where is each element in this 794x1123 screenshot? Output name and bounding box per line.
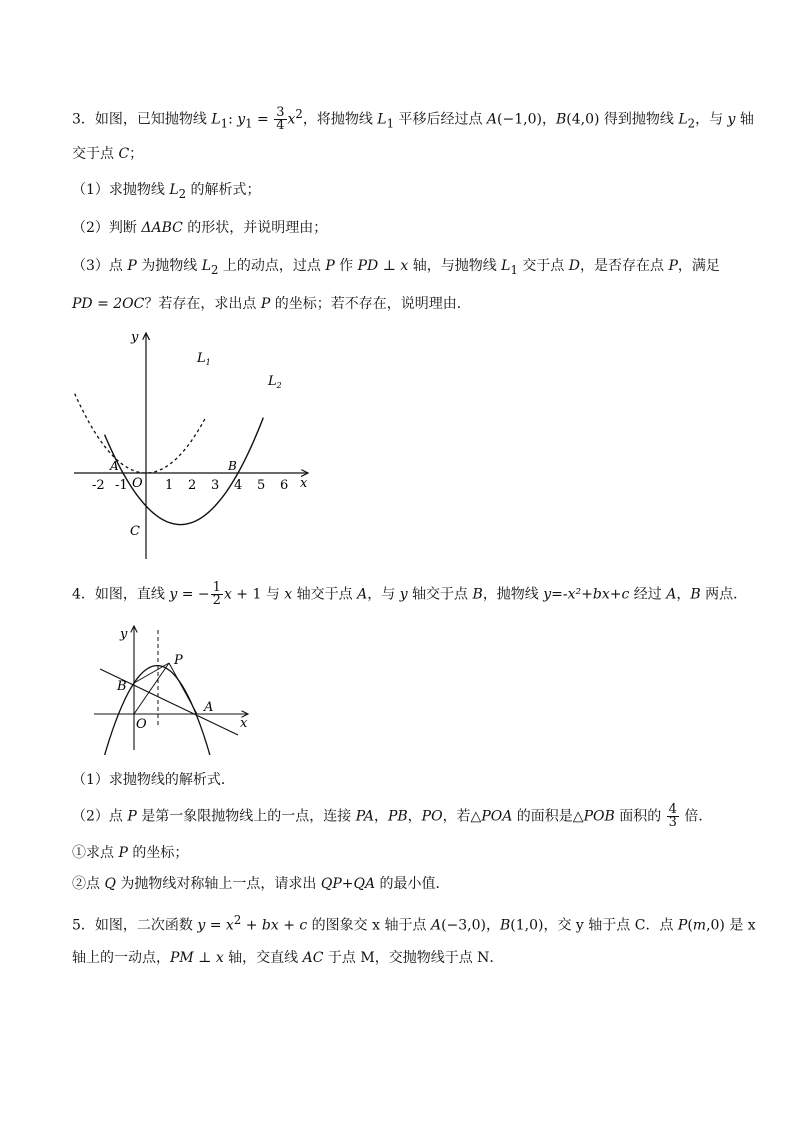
l1-label: $L_1$ bbox=[197, 351, 211, 367]
point-b-label: B bbox=[228, 459, 237, 473]
parabola-l2 bbox=[105, 418, 264, 525]
point-c-label: C bbox=[130, 524, 140, 539]
problem5-line2: 轴上的一动点，PM ⊥ x 轴，交直线 AC 于点 M，交抛物线于点 N． bbox=[72, 950, 504, 966]
problem3-question1: （1）求抛物线 $L_2$ 的解析式； bbox=[72, 182, 261, 201]
problem3-question3-line2: PD = 2OC？若存在，求出点 P 的坐标；若不存在，说明理由． bbox=[72, 296, 471, 312]
fraction-3-4: $\frac{3}{4}$ bbox=[276, 105, 285, 134]
x-tick-label: 6 bbox=[280, 478, 289, 493]
problem4-line1: 4．如图，直线 y = − $\frac{1}{2}$ x + 1 与 x 轴交于点 A，与 y 轴交于点 B，抛物线 y=-x²+bx+c 经过 A，B 两点． bbox=[72, 580, 748, 608]
problem3-question2: （2）判断 ΔABC 的形状，并说明理由； bbox=[72, 220, 328, 236]
parabola-l1 bbox=[75, 394, 206, 473]
point-b-label: B bbox=[117, 679, 127, 694]
fraction-4-3: $\frac{4}{3}$ bbox=[668, 802, 677, 830]
segment-po bbox=[134, 663, 169, 714]
problem4-subquestion2: ②点 Q 为抛物线对称轴上一点，请求出 QP+QA 的最小值． bbox=[72, 876, 450, 892]
x-tick-label: -1 bbox=[115, 478, 128, 493]
point-a-label: A bbox=[204, 700, 214, 715]
x-axis-label: x bbox=[240, 716, 248, 731]
x-tick-label: 5 bbox=[257, 478, 266, 493]
fraction-1-2: $\frac{1}{2}$ bbox=[212, 580, 221, 608]
problem3-figure bbox=[68, 325, 318, 565]
problem4-question2: （2）点 P 是第一象限抛物线上的一点，连接 PA，PB，PO，若△POA 的面积是△POB 面积的 $\frac{4}{3}$ 倍． bbox=[72, 802, 713, 830]
segment-pa bbox=[169, 663, 197, 714]
point-a-label: A bbox=[110, 459, 119, 473]
y-axis-label: y bbox=[120, 627, 128, 642]
x-tick-label: 1 bbox=[165, 478, 174, 493]
x-tick-label: 4 bbox=[234, 478, 243, 493]
x-tick-label: 3 bbox=[211, 478, 220, 493]
problem4-question1: （1）求抛物线的解析式． bbox=[72, 772, 235, 788]
origin-label: O bbox=[136, 717, 147, 732]
x-tick-label: -2 bbox=[92, 478, 105, 493]
origin-label: O bbox=[132, 476, 143, 491]
point-p-label: P bbox=[174, 653, 183, 668]
x-tick-labels bbox=[92, 478, 288, 493]
problem5-line1: 5．如图，二次函数 $y = x^2$ + bx + c 的图象交 x 轴于点 A(−3,0)，B(1,0)，交 y 轴于点 C．点 P(m,0) 是 x bbox=[72, 913, 756, 934]
problem3-line1: 3．如图，已知抛物线 $L_1$: $y_1$ = $\frac{3}{4}$ $x^2$，将抛物线 $L_1$ 平移后经过点 A(−1,0)，B(4,0) 得到抛物线 $L_2$，与 y 轴 bbox=[72, 105, 754, 134]
problem4-figure bbox=[90, 620, 260, 755]
x-tick-label: 2 bbox=[188, 478, 197, 493]
problem3-question3-line1: （3）点 P 为抛物线 $L_2$ 上的动点，过点 P 作 PD ⊥ x 轴，与抛物线 $L_1$ 交于点 D，是否存在点 P，满足 bbox=[72, 258, 720, 277]
y-axis-label: y bbox=[131, 330, 139, 345]
problem4-subquestion1: ①求点 P 的坐标； bbox=[72, 845, 189, 861]
l2-label: $L_2$ bbox=[268, 374, 282, 390]
x-axis-label: x bbox=[300, 476, 308, 491]
problem3-line2: 交于点 C； bbox=[72, 146, 144, 162]
